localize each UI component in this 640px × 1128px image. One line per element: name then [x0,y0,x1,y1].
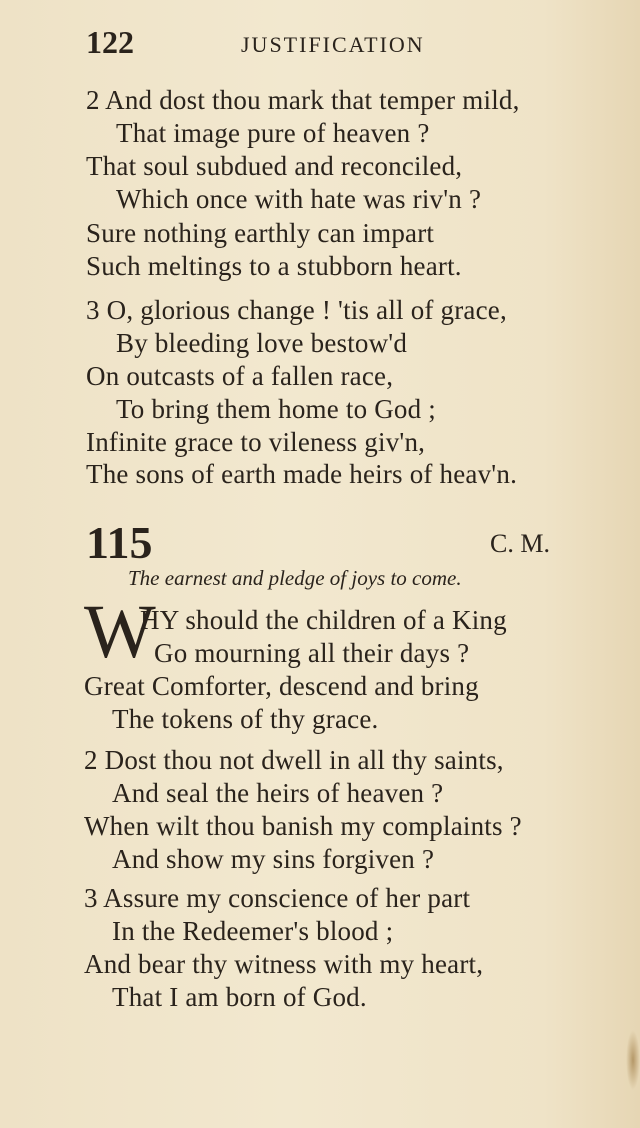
verse-line: 2 Dost thou not dwell in all thy saints, [84,745,504,775]
verse-line: Which once with hate was riv'n ? [116,184,482,214]
verse-line: That image pure of heaven ? [116,118,430,148]
verse-line: And show my sins forgiven ? [112,844,435,874]
verse-line: 3 O, glorious change ! 'tis all of grace, [86,295,507,325]
verse-line: Great Comforter, descend and bring [84,671,479,701]
verse-line: When wilt thou banish my complaints ? [84,811,522,841]
hymn-number: 115 [86,517,153,568]
verse-line: Go mourning all their days ? [154,638,470,668]
verse-line: Sure nothing earthly can impart [86,218,435,248]
verse-line: The tokens of thy grace. [112,704,379,734]
verse-line: That soul subdued and reconciled, [86,151,463,181]
verse-line: In the Redeemer's blood ; [112,916,394,946]
verse-line: Such meltings to a stubborn heart. [86,251,462,281]
page-stain [626,1030,640,1090]
verse-line: That I am born of God. [112,982,367,1012]
verse-line: By bleeding love bestow'd [116,328,408,358]
running-head: JUSTIFICATION [241,32,425,57]
verse-line: And seal the heirs of heaven ? [112,778,444,808]
drop-cap: W [84,590,156,674]
verse-line: On outcasts of a fallen race, [86,361,394,391]
hymn-subtitle: The earnest and pledge of joys to come. [128,566,462,590]
page-number: 122 [86,24,134,60]
verse-line: HY should the children of a King [140,605,507,635]
verse-line: Infinite grace to vileness giv'n, [86,427,426,457]
hymn-meter: C. M. [490,529,550,558]
verse-line: 3 Assure my conscience of her part [84,883,471,913]
verse-line: To bring them home to God ; [116,394,436,424]
verse-line: The sons of earth made heirs of heav'n. [86,459,518,489]
verse-line: And bear thy witness with my heart, [84,949,484,979]
verse-line: 2 And dost thou mark that temper mild, [86,85,520,115]
